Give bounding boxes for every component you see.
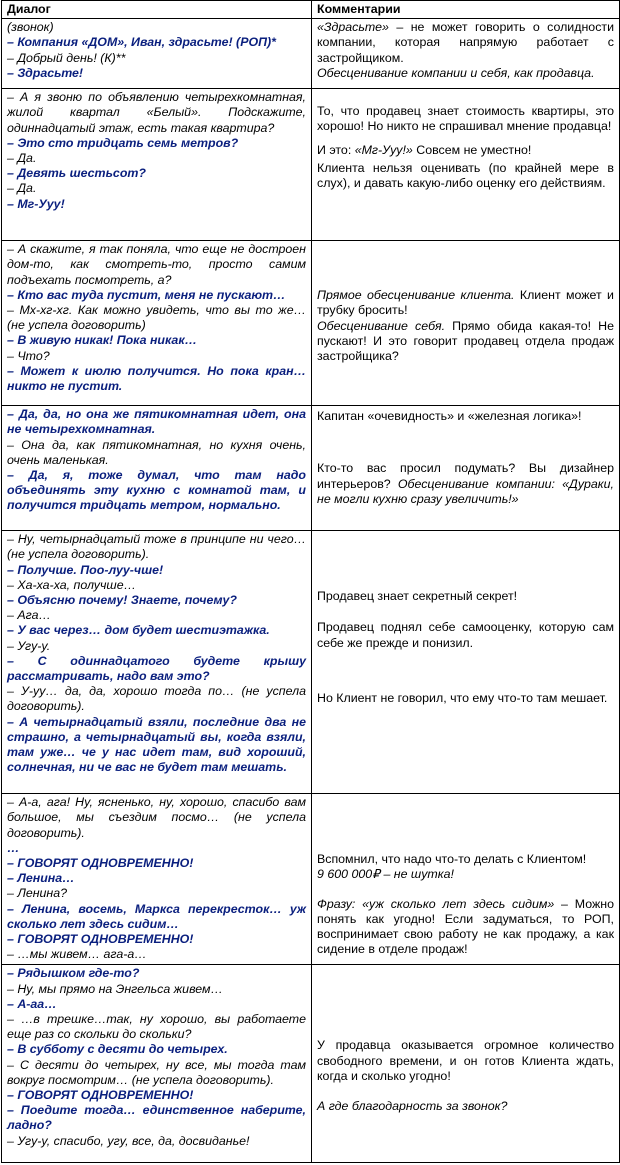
- dialog-line: – У вас через… дом будет шестиэтажка.: [7, 623, 270, 638]
- comment-text: 9 600 000₽ – не шутка!: [317, 867, 454, 882]
- comment-text: А где благодарность за звонок?: [317, 1099, 508, 1114]
- dialog-line: – Да, я, тоже думал, что там надо объединять эту кухню с комнатой там, и получится тридцать метром, нормально.: [7, 468, 306, 513]
- dialog-line: – Она да, как пятикомнатная, но кухня очень, очень маленькая.: [7, 437, 306, 467]
- dialog-cell: [2, 794, 312, 965]
- dialog-line: – Ленина?: [7, 886, 68, 901]
- comment-text: Вспомнил, что надо что-то делать с Клиентом!: [317, 852, 587, 867]
- comment-paragraph: [317, 104, 614, 134]
- comment-text: Продавец знает секретный секрет!: [317, 589, 518, 604]
- comment-text: Клиент может и трубку бросить!: [317, 288, 614, 318]
- dialog-line: – Поедите тогда… единственное наберите, ладно?: [7, 1103, 306, 1133]
- dialog-line: – Ага…: [7, 608, 51, 623]
- table-row: [2, 794, 620, 965]
- comment-paragraph: [317, 620, 614, 650]
- comment-text: Продавец поднял себе самооценку, которую сам себе же прежде и понизил.: [317, 620, 614, 650]
- dialog-line: – Может к июлю получится. Но пока кран… никто не пустит.: [7, 363, 306, 394]
- dialog-line: – А-аа…: [7, 996, 57, 1011]
- comment-cell: [312, 794, 620, 965]
- comment-cell: [312, 531, 620, 794]
- comment-text: Обесценивание компании и себя, как продавца.: [317, 65, 595, 80]
- comment-text: Совсем не уместно!: [412, 142, 532, 157]
- comment-text: Фразу: «уж сколько лет здесь сидим»: [317, 896, 555, 911]
- comment-paragraph: [317, 867, 614, 882]
- comment-text: «Здрасьте»: [317, 20, 389, 35]
- comment-paragraph: [317, 20, 614, 66]
- header-comments: Комментарии: [312, 1, 620, 19]
- comment-paragraph: [317, 143, 614, 158]
- dialog-cell: [2, 965, 312, 1163]
- comment-text: И это:: [317, 142, 355, 157]
- table-body: [2, 19, 620, 1163]
- dialog-line: – Да.: [7, 181, 37, 196]
- dialog-line: – …мы живем… ага-а…: [7, 947, 147, 962]
- dialog-line: – Угу-у, спасибо, угу, все, да, досвиданье!: [7, 1133, 250, 1148]
- comment-paragraph: [317, 691, 614, 706]
- dialog-line: – Компания «ДОМ», Иван, здрасьте! (РОП)*: [7, 35, 276, 50]
- table-row: [2, 406, 620, 531]
- table-row: [2, 965, 620, 1163]
- dialog-line: – Мг-Ууу!: [7, 196, 65, 211]
- dialog-line: – …в трешке…так, ну хорошо, вы работаете еще раз со скольки до скольки?: [7, 1012, 306, 1042]
- dialog-line: – У-уу… да, да, хорошо тогда по… (не успела договорить).: [7, 684, 306, 714]
- dialog-line: – С одиннадцатого будете крышу рассматривать, надо вам это?: [7, 653, 306, 684]
- dialog-line: (звонок): [7, 20, 54, 35]
- dialog-comments-table: [1, 0, 620, 1163]
- comment-text: У продавца оказывается огромное количество свободного времени, и он готов Клиента ждать, когда и сколько угодно!: [317, 1038, 614, 1083]
- dialog-line: – А я звоню по объявлению четырехкомнатная, жилой квартал «Белый». Подскажите, одиннадцатый этаж, есть такая квартира?: [7, 90, 306, 135]
- table-row: [2, 241, 620, 406]
- dialog-line: – Что?: [7, 348, 50, 363]
- dialog-cell: [2, 19, 312, 89]
- comment-text: Но Клиент не говорил, что ему что-то там мешает.: [317, 690, 608, 705]
- comment-paragraph: [317, 589, 614, 604]
- dialog-line: …: [7, 840, 20, 855]
- comment-paragraph: [317, 897, 614, 958]
- comment-paragraph: [317, 288, 614, 318]
- dialog-line: – ГОВОРЯТ ОДНОВРЕМЕННО!: [7, 856, 194, 871]
- comment-paragraph: [317, 852, 614, 867]
- comment-text: Кто-то вас просил подумать? Вы дизайнер интерьеров?: [317, 461, 614, 491]
- comment-text: «Мг-Ууу!»: [354, 142, 413, 157]
- comment-text: Обесценивание компании: «Дураки, не могли кухню сразу увеличить!»: [317, 476, 614, 506]
- table-row: [2, 531, 620, 794]
- dialog-line: – ГОВОРЯТ ОДНОВРЕМЕННО!: [7, 1088, 194, 1103]
- dialog-line: – ГОВОРЯТ ОДНОВРЕМЕННО!: [7, 932, 194, 947]
- dialog-line: – Это сто тридцать семь метров?: [7, 135, 239, 150]
- dialog-line: – Угу-у.: [7, 638, 51, 653]
- comment-text: – не может говорить о солидности компании, которая напрямую работает с застройщиком.: [317, 20, 614, 65]
- comment-paragraph: [317, 1038, 614, 1084]
- dialog-cell: [2, 241, 312, 406]
- comment-paragraph: [317, 1099, 614, 1114]
- dialog-line: – Добрый день! (К)**: [7, 50, 126, 65]
- dialog-line: – В живую никак! Пока никак…: [7, 333, 197, 348]
- table-header-row: [2, 1, 620, 19]
- table-row: [2, 89, 620, 241]
- comment-text: – Можно понять как угодно! Если задуматься, то РОП, воспринимает свою работу не как продажу, а как сидение в отделе продаж!: [317, 896, 614, 957]
- comment-paragraph: [317, 461, 614, 507]
- comment-text: Прямое обесценивание клиента.: [317, 288, 515, 303]
- table-row: [2, 19, 620, 89]
- dialog-line: – Девять шестьсот?: [7, 166, 146, 181]
- comment-text: Прямо обида какая-то! Не пускают! И это говорит продавец отдела продаж застройщика?: [317, 318, 614, 364]
- dialog-line: – Ну, четырнадцатый тоже в принципе ни чего… (не успела договорить).: [7, 532, 306, 562]
- dialog-cell: [2, 406, 312, 531]
- comment-cell: [312, 19, 620, 89]
- dialog-line: – Здрасьте!: [7, 65, 84, 80]
- comment-text: Обесценивание себя.: [317, 318, 446, 333]
- comment-text: Клиента нельзя оценивать (по крайней мере в слух), и давать какую-либо оценку его действиям.: [317, 160, 614, 191]
- comment-paragraph: [317, 66, 614, 81]
- comment-cell: [312, 241, 620, 406]
- comment-cell: [312, 406, 620, 531]
- dialog-line: – А-а, ага! Ну, ясненько, ну, хорошо, спасибо вам большое, мы съездим посмо… (не успела договорить).: [7, 795, 306, 840]
- dialog-line: – Мх-хг-хг. Как можно увидеть, что вы то же… (не успела договорить): [7, 303, 306, 333]
- comment-paragraph: [317, 161, 614, 191]
- dialog-line: – Ленина…: [7, 871, 75, 886]
- header-dialog: Диалог: [2, 1, 312, 19]
- dialog-line: – В субботу с десяти до четырех.: [7, 1042, 228, 1057]
- dialog-line: – А четырнадцатый взяли, последние два не страшно, а четырнадцатый вы, когда взяли, там уже… че у нас идет там, вид хороший, солнечная, ни че вас не будет там мешать.: [7, 714, 306, 775]
- dialog-line: – С десяти до четырех, ну все, мы тогда там вокруг посмотрим… (не успела договорить).: [7, 1057, 306, 1087]
- dialog-line: – Получше. Поо-луу-чше!: [7, 562, 164, 577]
- comment-text: Капитан «очевидность» и «железная логика»!: [317, 409, 582, 424]
- dialog-line: – А скажите, я так поняла, что еще не достроен дом-то, как смотреть-то, просто самим подъехать посмотреть, а?: [7, 242, 306, 287]
- comment-text: То, что продавец знает стоимость квартиры, это хорошо! Но никто не спрашивал мнение продавца!: [317, 104, 614, 134]
- dialog-line: – Ленина, восемь, Маркса перекресток… уж сколько лет здесь сидим…: [7, 901, 306, 931]
- dialog-line: – Да.: [7, 151, 37, 166]
- dialog-line: – Объясню почему! Знаете, почему?: [7, 593, 237, 608]
- dialog-line: – Ха-ха-ха, получше…: [7, 577, 136, 592]
- comment-cell: [312, 965, 620, 1163]
- dialog-cell: [2, 89, 312, 241]
- dialog-line: – Да, да, но она же пятикомнатная идет, она не четырехкомнатная.: [7, 407, 306, 437]
- comment-cell: [312, 89, 620, 241]
- comment-paragraph: [317, 409, 614, 424]
- dialog-line: – Ну, мы прямо на Энгельса живем…: [7, 981, 223, 996]
- dialog-line: – Рядышком где-то?: [7, 966, 140, 981]
- comment-paragraph: [317, 319, 614, 365]
- dialog-cell: [2, 531, 312, 794]
- dialog-line: – Кто вас туда пустит, меня не пускают…: [7, 287, 286, 302]
